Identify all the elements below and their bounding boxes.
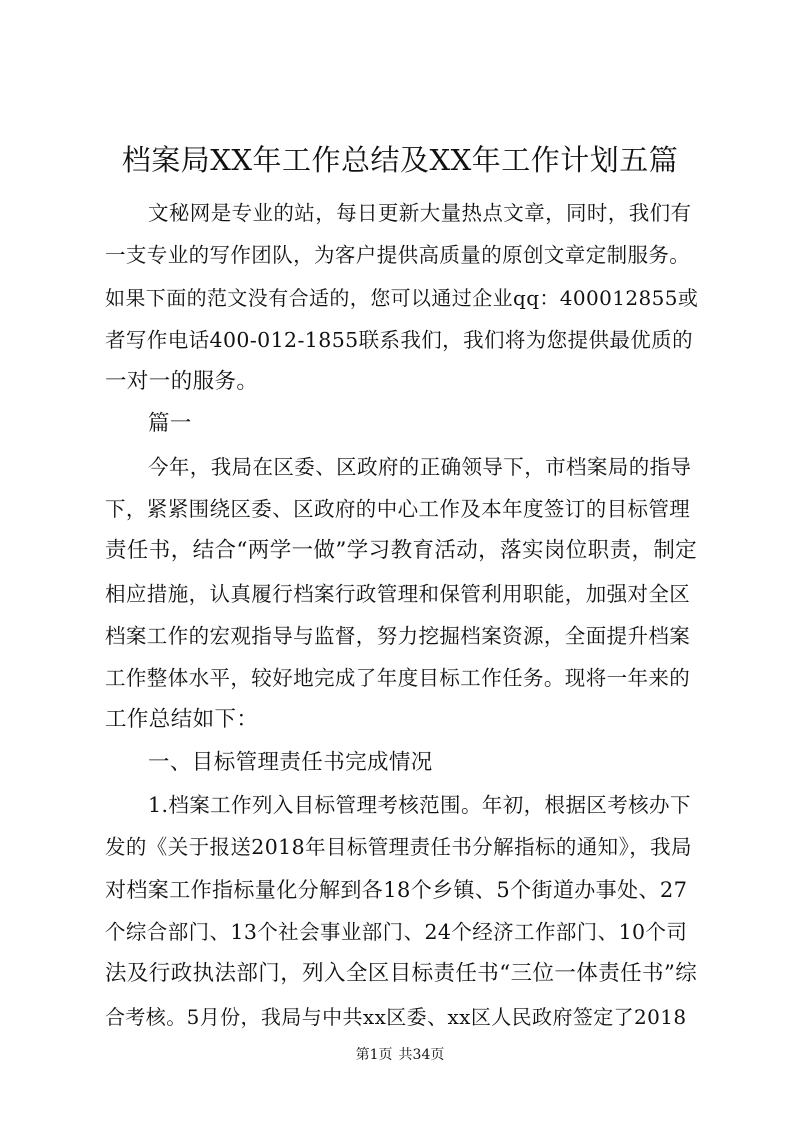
section-heading: 一、目标管理责任书完成情况 [148,750,433,775]
paragraph-line: 1.档案工作列入目标管理考核范围。年初，根据区考核办下 [148,793,691,817]
paragraph-line: 如果下面的范文没有合适的，您可以通过企业qq：400012855或 [105,286,699,310]
paragraph-line: 一支专业的写作团队，为客户提供高质量的原创文章定制服务。 [105,243,691,267]
section-heading: 篇一 [148,411,192,436]
paragraph-line: 者写作电话400-012-1855联系我们，我们将为您提供最优质的 [105,328,693,352]
paragraph-line: 档案工作的宏观指导与监督，努力挖掘档案资源，全面提升档案 [105,624,691,648]
page-number: 第1页 [355,1047,393,1063]
paragraph-line: 工作总结如下： [105,707,259,732]
paragraph-line: 对档案工作指标量化分解到各18个乡镇、5个街道办事处、27 [105,878,688,902]
paragraph-line: 发的《关于报送2018年目标管理责任书分解指标的通知》，我局 [105,835,692,859]
paragraph-line: 法及行政执法部门，列入全区目标责任书“三位一体责任书”综 [105,961,698,986]
page-footer [0,1045,800,1065]
page-total: 共34页 [398,1047,445,1063]
paragraph-line: 相应措施，认真履行档案行政管理和保管利用职能，加强对全区 [105,582,691,606]
paragraph-line: 个综合部门、13个社会事业部门、24个经济工作部门、10个司 [105,920,688,944]
paragraph-line: 下，紧紧围绕区委、区政府的中心工作及本年度签订的目标管理 [105,497,691,521]
paragraph-line: 今年，我局在区委、区政府的正确领导下，市档案局的指导 [148,455,692,479]
paragraph-line: 责任书，结合“两学一做”学习教育活动，落实岗位职责，制定 [105,538,698,563]
document-title: 档案局XX年工作总结及XX年工作计划五篇 [121,143,679,177]
paragraph-line: 合考核。5月份，我局与中共xx区委、xx区人民政府签定了2018 [105,1005,687,1029]
paragraph-line: 文秘网是专业的站，每日更新大量热点文章，同时，我们有 [148,201,692,225]
paragraph-line: 一对一的服务。 [105,369,259,394]
paragraph-line: 工作整体水平，较好地完成了年度目标工作任务。现将一年来的 [105,666,691,690]
